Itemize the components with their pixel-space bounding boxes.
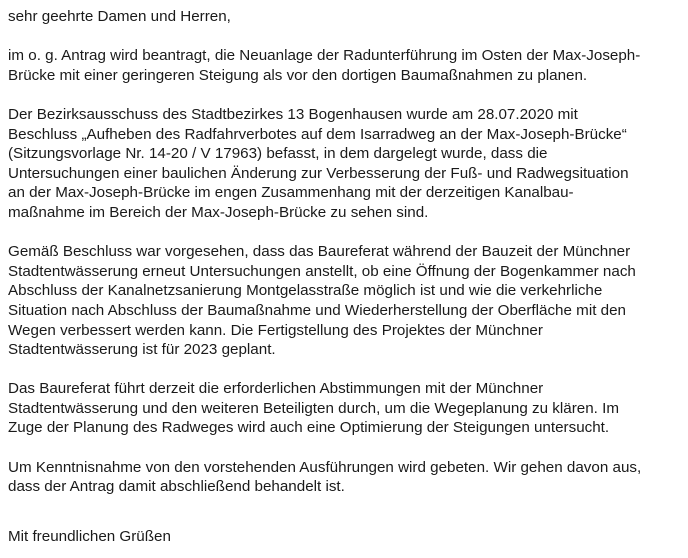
paragraph-line: Situation nach Abschluss der Baumaßnahme und Wiederherstellung der Oberfläche mit den (8, 301, 626, 319)
paragraph-line: Beschluss „Aufheben des Radfahrverbotes auf dem Isarradweg an der Max-Joseph-Brücke“ (8, 125, 627, 143)
salutation: sehr geehrte Damen und Herren, (8, 8, 231, 25)
paragraph-line: dass der Antrag damit abschließend behandelt ist. (8, 478, 345, 496)
paragraph-committee-decision (8, 105, 688, 223)
paragraph-request (8, 46, 688, 85)
paragraph-coordination (8, 379, 688, 438)
paragraph-line: (Sitzungsvorlage Nr. 14-20 / V 17963) befasst, in dem dargelegt wurde, dass die (8, 145, 548, 163)
paragraph-line: im o. g. Antrag wird beantragt, die Neuanlage der Radunterführung im Osten der Max-Joseph- (8, 47, 641, 65)
paragraph-line: Zuge der Planung des Radweges wird auch eine Optimierung der Steigungen untersucht. (8, 419, 610, 437)
paragraph-line: Brücke mit einer geringeren Steigung als vor den dortigen Baumaßnahmen zu planen. (8, 66, 588, 84)
paragraph-line: Stadtentwässerung erneut Untersuchungen anstellt, ob eine Öffnung der Bogenkammer nach (8, 262, 636, 280)
paragraph-line: an der Max-Joseph-Brücke im engen Zusammenhang mit der derzeitigen Kanalbau- (8, 184, 574, 202)
paragraph-planned-investigation (8, 242, 688, 360)
paragraph-line: maßnahme im Bereich der Max-Joseph-Brücke zu sehen sind. (8, 203, 429, 221)
paragraph-line: Stadtentwässerung und den weiteren Beteiligten durch, um die Wegeplanung zu klären. Im (8, 399, 619, 417)
paragraph-line: Untersuchungen einer baulichen Änderung zur Verbesserung der Fuß- und Radwegsituation (8, 164, 629, 182)
paragraph-acknowledgement (8, 458, 688, 497)
paragraph-line: Das Baureferat führt derzeit die erforderlichen Abstimmungen mit der Münchner (8, 380, 544, 398)
paragraph-line: Abschluss der Kanalnetzsanierung Montgelasstraße möglich ist und wie die verkehrliche (8, 282, 603, 300)
paragraph-line: Wegen verbessert werden kann. Die Fertigstellung des Projektes der Münchner (8, 321, 543, 339)
letter-body (8, 7, 688, 546)
closing: Mit freundlichen Grüßen (8, 527, 171, 545)
paragraph-line: Gemäß Beschluss war vorgesehen, dass das Baureferat während der Bauzeit der Münchner (8, 243, 631, 261)
paragraph-line: Der Bezirksausschuss des Stadtbezirkes 13 Bogenhausen wurde am 28.07.2020 mit (8, 105, 578, 123)
paragraph-line: Stadtentwässerung ist für 2023 geplant. (8, 341, 276, 359)
paragraph-line: Um Kenntnisnahme von den vorstehenden Ausführungen wird gebeten. Wir gehen davon aus, (8, 458, 642, 476)
